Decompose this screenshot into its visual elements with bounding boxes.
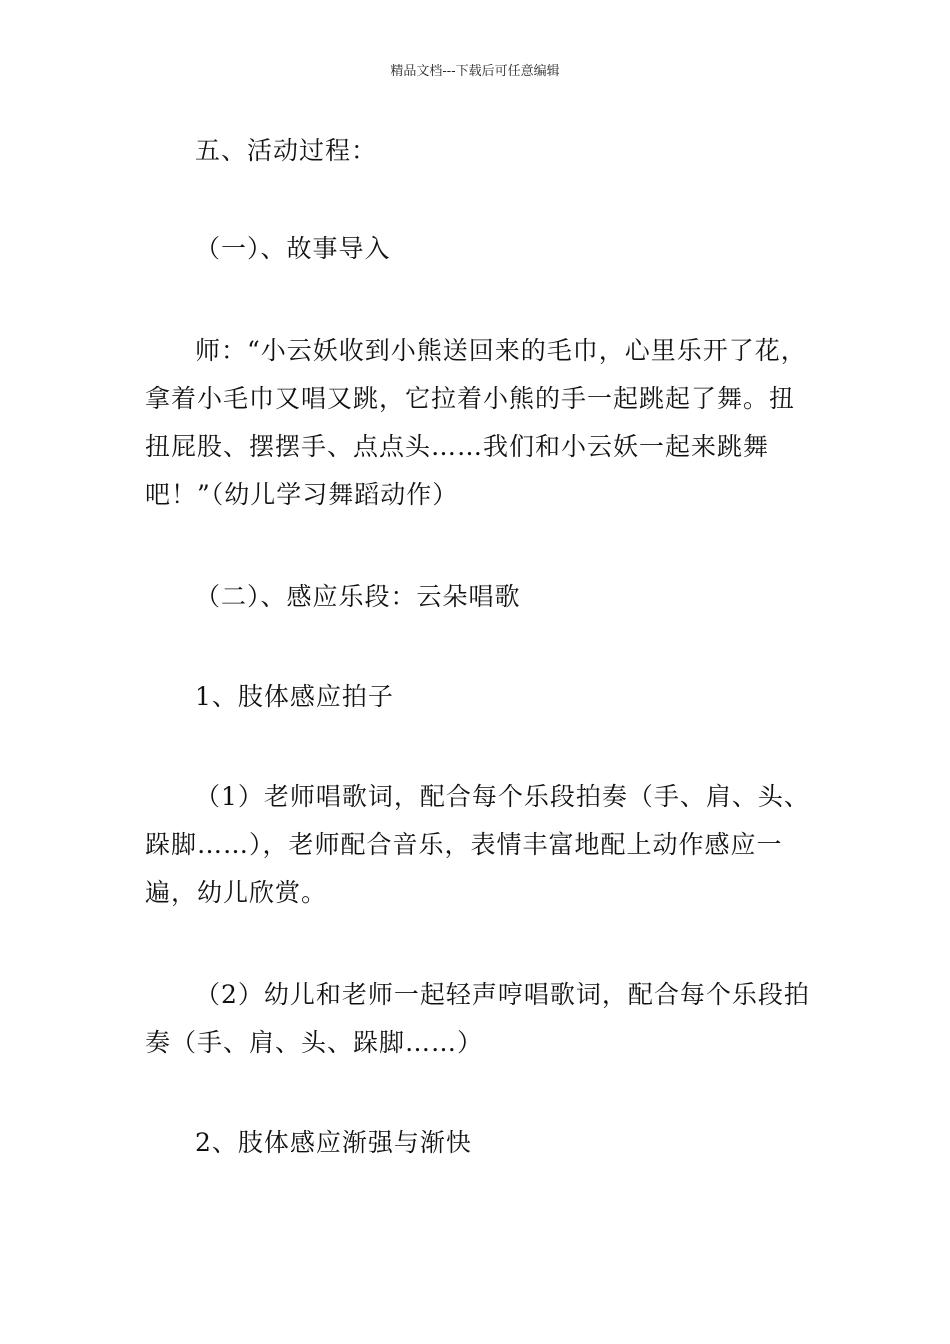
- teacher-dialogue-paragraph: 师：“小云妖收到小熊送回来的毛巾，心里乐开了花，拿着小毛巾又唱又跳，它拉着小熊的手一起跳起了舞。扭扭屁股、摆摆手、点点头……我们和小云妖一起来跳舞吧！”（幼儿学习舞蹈动作）: [145, 336, 807, 509]
- step-heading-body-beat: 1、肢体感应拍子: [195, 682, 394, 711]
- step-paragraph-1: （1）老师唱歌词，配合每个乐段拍奏（手、肩、头、跺脚……），老师配合音乐，表情丰富地配上动作感应一遍，幼儿欣赏。: [145, 782, 810, 907]
- step-heading-crescendo-accelerando: 2、肢体感应渐强与渐快: [195, 1128, 472, 1157]
- subsection-heading-sensing-music: （二）、感应乐段：云朵唱歌: [195, 582, 521, 611]
- step-paragraph-2: （2）幼儿和老师一起轻声哼唱歌词，配合每个乐段拍奏（手、肩、头、跺脚……）: [145, 980, 810, 1057]
- page-header: 精品文档---下载后可任意编辑: [390, 64, 560, 79]
- subsection-heading-story-intro: （一）、故事导入: [195, 234, 391, 263]
- section-heading-activity-process: 五、活动过程：: [195, 136, 378, 165]
